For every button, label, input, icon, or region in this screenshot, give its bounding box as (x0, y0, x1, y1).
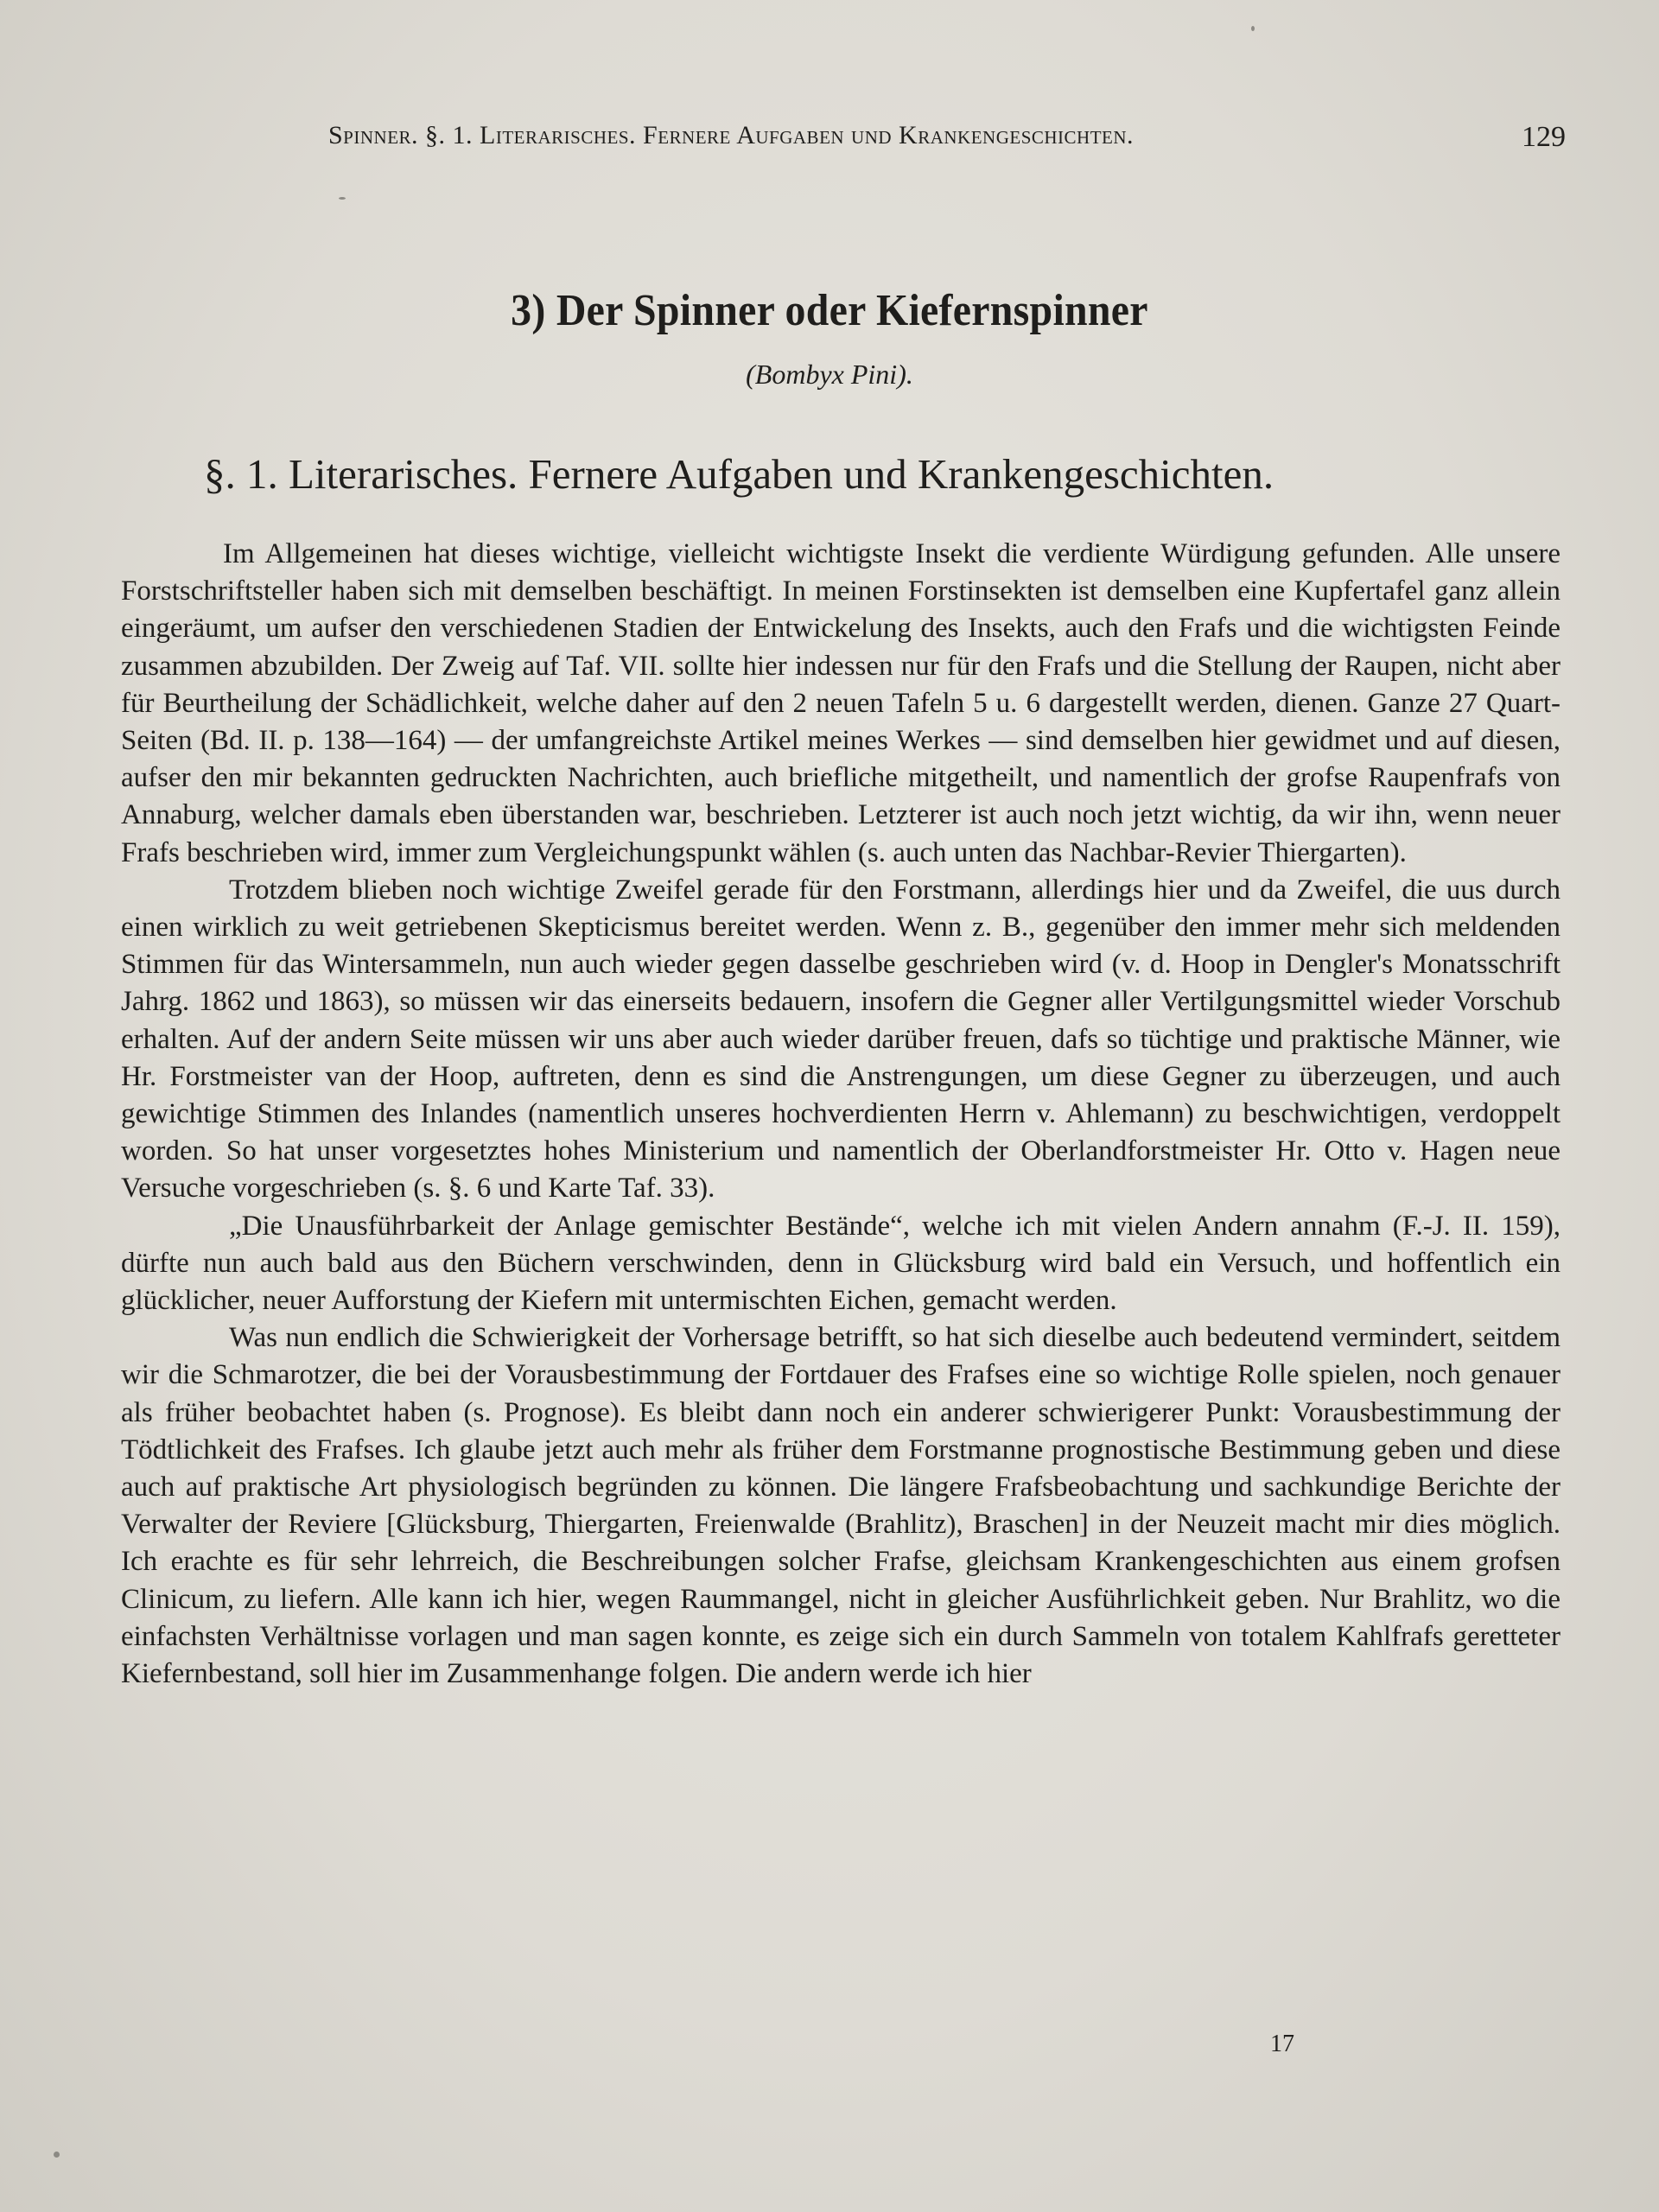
paragraph: „Die Unausführbarkeit der Anlage gemischter Bestände“, welche ich mit vielen Andern annahm (F.-J. II. 159), dürfte nun auch bald aus den Büchern verschwinden, denn in Glücksburg wird bald ein Versuch, und hoffentlich ein glücklicher, neuer Aufforstung der Kiefern mit untermischten Eichen, gemacht werden. (121, 1210, 1560, 1317)
paper-speck (1251, 26, 1255, 31)
paragraph: Was nun endlich die Schwierigkeit der Vorhersage betrifft, so hat sich dieselbe auch bedeutend vermindert, seitdem wir die Schmarotzer, die bei der Vorausbestimmung der Fortdauer des Frafses eine so wichtige Rolle spielen, noch genauer als früher beobachtet haben (s. Prognose). Es bleibt dann noch ein anderer schwierigerer Punkt: Vorausbestimmung der Tödtlichkeit des Frafses. Ich glaube jetzt auch mehr als früher dem Forstmanne prognostische Bestimmung geben und diese auch auf praktische Art physiologisch begründen zu können. Die längere Frafsbeobachtung und sachkundige Berichte der Verwalter der Reviere [Glücksburg, Thiergarten, Freienwalde (Brahlitz), Braschen] in der Neuzeit macht mir dies möglich. Ich erachte es für sehr lehrreich, die Beschreibungen solcher Frafse, gleichsam Krankengeschichten aus einem grofsen Clinicum, zu liefern. Alle kann ich hier, wegen Raummangel, nicht in gleicher Ausführlichkeit geben. Nur Brahlitz, wo die einfachsten Verhältnisse vorlagen und man sagen konnte, es zeige sich ein durch Sammeln von totalem Kahlfrafs geretteter Kiefernbestand, soll hier im Zusammenhange folgen. Die andern werde ich hier (121, 1322, 1560, 1690)
body-text (121, 536, 1560, 1693)
paragraph: Im Allgemeinen hat dieses wichtige, vielleicht wichtigste Insekt die verdiente Würdigung gefunden. Alle unsere Forstschriftsteller haben sich mit demselben beschäftigt. In meinen Forstinsekten ist demselben eine Kupfertafel ganz allein eingeräumt, um aufser den verschiedenen Stadien der Entwickelung des Insekts, auch den Frafs und die wichtigsten Feinde zusammen abzubilden. Der Zweig auf Taf. VII. sollte hier indessen nur für den Frafs und die Stellung der Raupen, nicht aber für Beurtheilung der Schädlichkeit, welche daher auf den 2 neuen Tafeln 5 u. 6 dargestellt werden, dienen. Ganze 27 Quart-Seiten (Bd. II. p. 138—164) — der umfangreichste Artikel meines Werkes — sind demselben hier gewidmet und auf diesen, aufser den mir bekannten gedruckten Nachrichten, auch briefliche mitgetheilt, und namentlich der grofse Raupenfrafs von Annaburg, welcher damals eben überstanden war, beschrieben. Letzterer ist auch noch jetzt wichtig, da wir ihn, wenn neuer Frafs beschrieben wird, immer zum Vergleichungspunkt wählen (s. auch unten das Nachbar-Revier Thiergarten). (121, 538, 1560, 868)
paragraph: Trotzdem blieben noch wichtige Zweifel gerade für den Forstmann, allerdings hier und da Zweifel, die uus durch einen wirklich zu weit getriebenen Skepticismus bereitet werden. Wenn z. B., gegenüber den immer mehr sich meldenden Stimmen für das Wintersammeln, nun auch wieder gegen dasselbe geschrieben wird (v. d. Hoop in Dengler's Monatsschrift Jahrg. 1862 und 1863), so müssen wir das einerseits bedauern, insofern die Gegner aller Vertilgungsmittel wieder Vorschub erhalten. Auf der andern Seite müssen wir uns aber auch wieder darüber freuen, dafs so tüchtige und praktische Männer, wie Hr. Forstmeister van der Hoop, auftreten, denn es sind die Anstrengungen, um diese Gegner zu überzeugen, und auch gewichtige Stimmen des Inlandes (namentlich unseres hochverdienten Herrn v. Ahlemann) zu beschwichtigen, verdoppelt worden. So hat unser vorgesetztes hohes Ministerium und namentlich der Oberlandforstmeister Hr. Otto v. Hagen neue Versuche vorgeschrieben (s. §. 6 und Karte Taf. 33). (121, 874, 1560, 1205)
chapter-title: 3) Der Spinner oder Kiefernspinner (511, 286, 1148, 335)
paper-speck (54, 2152, 60, 2158)
paper-speck (339, 197, 346, 200)
section-heading: §. 1. Literarisches. Fernere Aufgaben und Krankengeschichten. (204, 450, 1274, 498)
chapter-subtitle: (Bombyx Pini). (746, 359, 913, 390)
page-number: 129 (1522, 121, 1566, 153)
signature-mark: 17 (1270, 2031, 1294, 2057)
running-head: Spinner. §. 1. Literarisches. Fernere Aufgaben und Krankengeschichten. (328, 121, 1135, 149)
